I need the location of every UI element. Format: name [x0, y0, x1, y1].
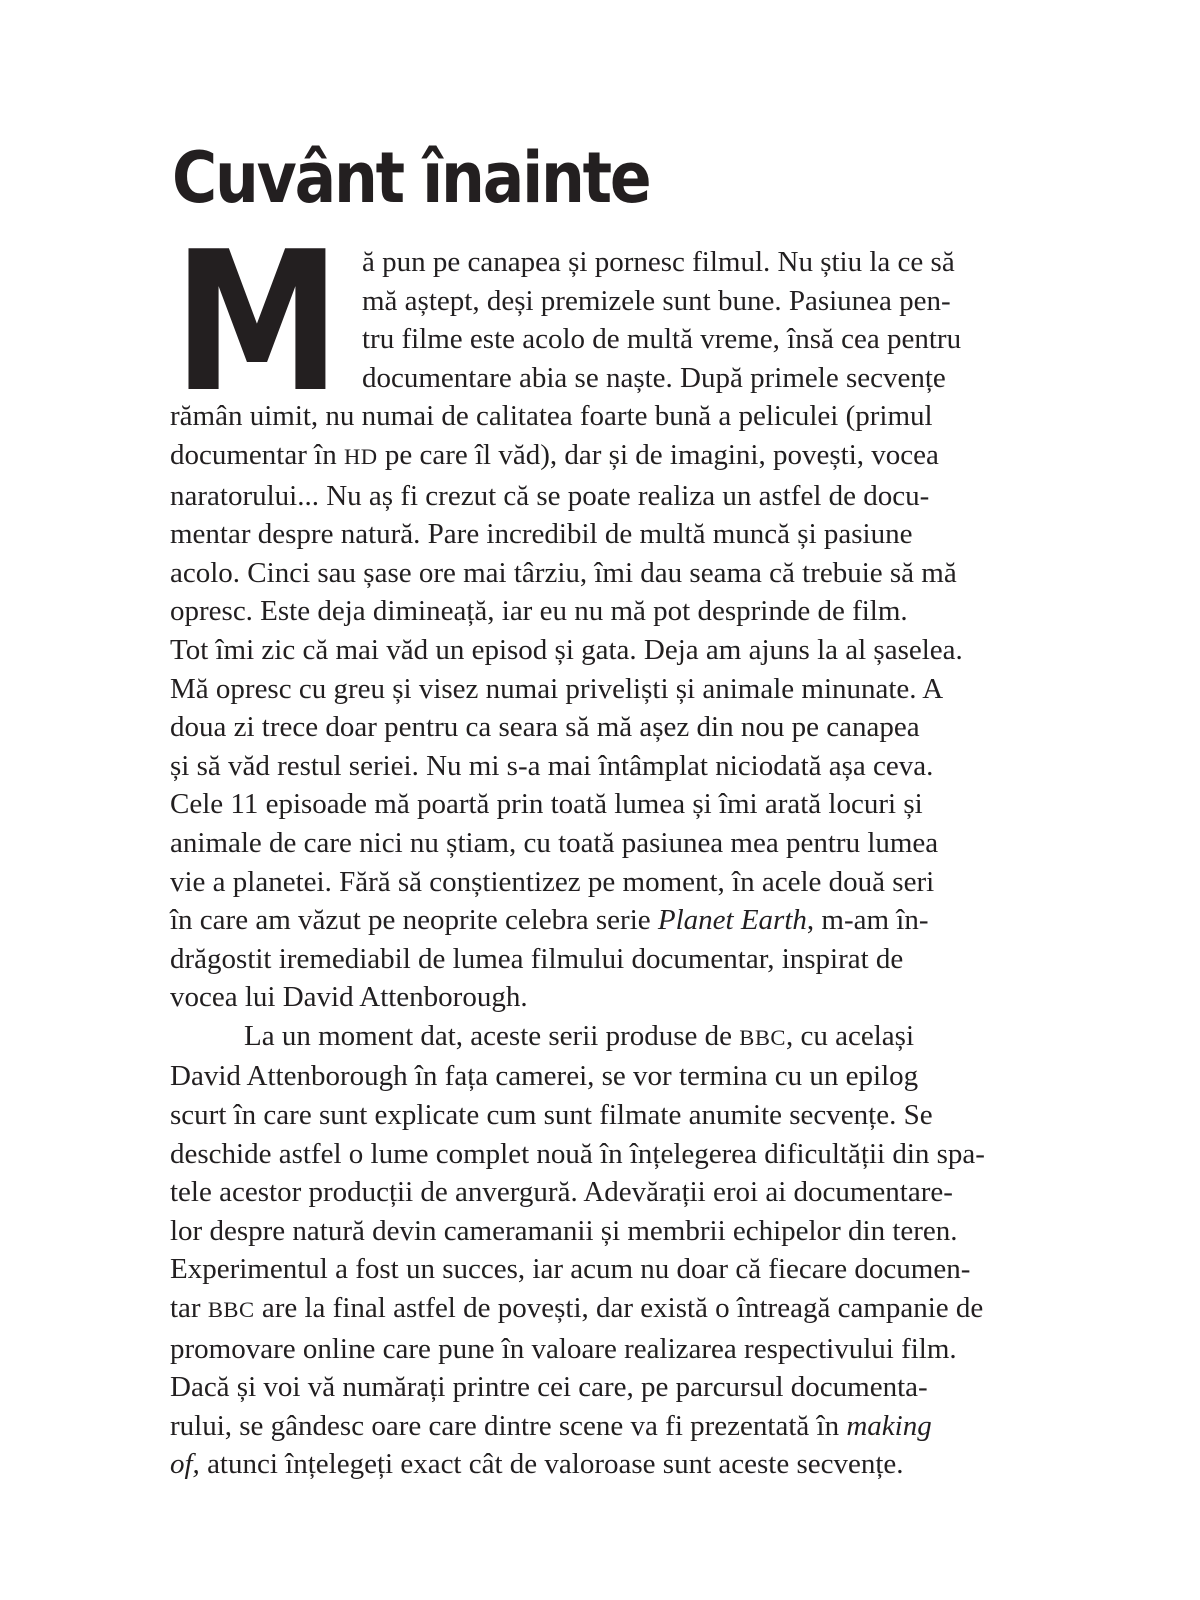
text-segment: Planet Earth	[657, 904, 807, 937]
paragraph	[170, 1017, 1055, 1484]
text-segment: scurt în care sunt explicate cum sunt filmate anumite secvențe. Se	[170, 1099, 933, 1132]
text-segment: mentar despre natură. Pare incredibil de multă muncă și pasiune	[170, 518, 913, 551]
drop-cap-glyph	[173, 210, 341, 435]
text-segment: tele acestor producții de anvergură. Adevărații eroi ai documentare-	[170, 1176, 953, 1209]
text-segment: atunci înțelegeți exact cât de valoroase sunt aceste secvențe.	[199, 1448, 904, 1481]
text-segment: naratorului... Nu aș fi crezut că se poate realiza un astfel de docu-	[170, 479, 930, 512]
text-segment: Tot îmi zic că mai văd un episod și gata. Deja am ajuns la al șaselea.	[170, 633, 963, 666]
text-segment: BBC	[207, 1297, 255, 1323]
text-segment: Dacă și voi vă numărați printre cei care, pe parcursul documenta-	[170, 1371, 928, 1404]
text-segment: , m-am în-	[806, 904, 929, 937]
text-segment: vie a planetei. Fără să conștientizez pe moment, în acele două seri	[170, 865, 935, 898]
text-segment: mă aștept, deși premizele sunt bune. Pasiunea pen-	[362, 284, 951, 317]
text-segment: documentar în	[170, 438, 344, 471]
text-segment: Cele 11 episoade mă poartă prin toată lumea și îmi arată locuri și	[170, 788, 923, 821]
drop-cap-text: M	[173, 210, 341, 435]
text-segment: HD	[343, 443, 378, 469]
text-segment: BBC	[739, 1024, 787, 1050]
text-segment: drăgostit iremediabil de lumea filmului documentar, inspirat de	[170, 942, 904, 975]
text-segment: vocea lui David Attenborough.	[170, 981, 528, 1014]
text-segment: David Attenborough în fața camerei, se vor termina cu un epilog	[170, 1060, 919, 1093]
text-segment: Mă opresc cu greu și visez numai priveliști și animale minunate. A	[170, 672, 944, 705]
text-segment: La un moment dat, aceste serii produse de	[244, 1019, 740, 1052]
text-segment: acolo. Cinci sau șase ore mai târziu, îmi dau seama că trebuie să mă	[170, 556, 957, 589]
text-segment: doua zi trece doar pentru ca seara să mă așez din nou pe canapea	[170, 711, 920, 744]
page-title: Cuvânt înainte	[172, 136, 650, 219]
text-segment: rămân uimit, nu numai de calitatea foarte bună a peliculei (primul	[170, 400, 933, 433]
text-segment: în care am văzut pe neoprite celebra serie	[170, 904, 658, 937]
text-segment: tar	[170, 1292, 208, 1325]
text-segment: opresc. Este deja dimineață, iar eu nu mă pot desprinde de film.	[170, 595, 908, 628]
text-segment: animale de care nici nu știam, cu toată pasiunea mea pentru lumea	[170, 826, 939, 859]
text-segment: Experimentul a fost un succes, iar acum nu doar că fiecare documen-	[170, 1253, 971, 1286]
text-segment: documentare abia se naște. După primele secvențe	[362, 361, 946, 394]
text-segment: promovare online care pune în valoare realizarea respectivului film.	[170, 1332, 957, 1365]
text-segment: , cu același	[786, 1019, 915, 1052]
text-segment: making	[846, 1409, 932, 1442]
text-segment: are la final astfel de povești, dar există o întreagă campanie de	[254, 1292, 984, 1325]
text-segment: lor despre natură devin cameramanii și membrii echipelor din teren.	[170, 1214, 958, 1247]
text-segment: pe care îl văd), dar și de imagini, povești, vocea	[377, 438, 939, 471]
text-segment: deschide astfel o lume complet nouă în înțelegerea dificultății din spa-	[170, 1137, 985, 1170]
text-segment: tru filme este acolo de multă vreme, însă cea pentru	[362, 323, 962, 356]
text-segment: rului, se gândesc oare care dintre scene va fi prezentată în	[170, 1409, 847, 1442]
text-segment: of,	[170, 1448, 200, 1481]
text-segment: ă pun pe canapea și pornesc filmul. Nu știu la ce să	[362, 246, 955, 278]
text-segment: și să văd restul seriei. Nu mi s-a mai întâmplat niciodată așa ceva.	[170, 749, 934, 782]
body-text-block	[170, 210, 1055, 1484]
drop-cap-letter	[173, 210, 341, 435]
